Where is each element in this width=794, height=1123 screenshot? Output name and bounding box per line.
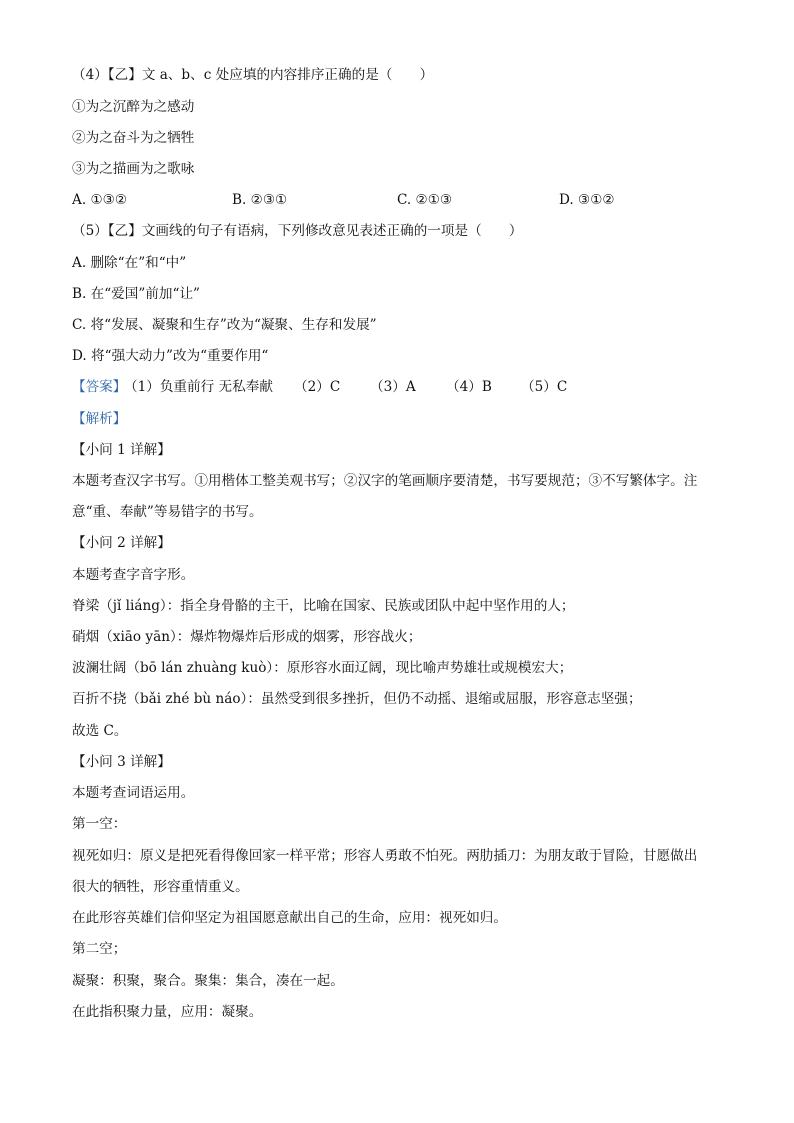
q5-option-d: D. 将“强大动力”改为“重要作用“	[72, 348, 269, 364]
s1-line-1: 本题考查汉字书写。①用楷体工整美观书写；②汉字的笔画顺序要清楚，书写要规范；③不写繁体字。注	[72, 473, 698, 489]
q4-item-1: ①为之沉醉为之感动	[72, 99, 195, 115]
s3-heading: 【小问 3 详解】	[72, 754, 171, 770]
answer-5: （5）C	[521, 379, 568, 395]
q4-option-b: B. ②③①	[232, 192, 288, 208]
s2-intro: 本题考查字音字形。	[72, 567, 195, 583]
q4-option-a: A. ①③②	[72, 192, 128, 208]
answer-1: （1）负重前行 无私奉献	[124, 379, 273, 395]
s2-heading: 【小问 2 详解】	[72, 535, 171, 551]
s3-b1-line-1: 视死如归：原义是把死看得像回家一样平常；形容人勇敢不怕死。两肋插刀：为朋友敢于冒险，甘愿做出	[72, 848, 698, 864]
answer-label: 【答案】	[72, 379, 127, 395]
s2-line-4: 百折不挠（bǎi zhé bù náo）：虽然受到很多挫折，但仍不动摇、退缩或屈服，形容意志坚强；	[72, 691, 642, 707]
q4-option-c: C. ②①③	[397, 192, 453, 208]
q4-option-d: D. ③①②	[559, 192, 615, 208]
s2-line-5: 故选 C。	[72, 723, 128, 739]
answer-4: （4）B	[446, 379, 492, 395]
s2-line-1: 脊梁（jǐ liáng）：指全身骨骼的主干，比喻在国家、民族或团队中起中坚作用的人；	[72, 598, 575, 614]
s2-line-2: 硝烟（xiāo yān）：爆炸物爆炸后形成的烟雾，形容战火；	[72, 629, 422, 645]
s3-b2-line-1: 凝聚：积聚，聚合。聚集：集合，凑在一起。	[72, 973, 344, 989]
q4-item-2: ②为之奋斗为之牺牲	[72, 130, 195, 146]
s3-blank-1: 第一空：	[72, 816, 127, 832]
s3-b1-line-2: 很大的牺牲，形容重情重义。	[72, 879, 249, 895]
q5-option-b: B. 在“爱国”前加“让”	[72, 286, 200, 302]
q5-stem: （5）【乙】文画线的句子有语病，下列修改意见表述正确的一项是（ ）	[72, 223, 523, 239]
s3-b2-line-2: 在此指积聚力量，应用：凝聚。	[72, 1004, 263, 1020]
s3-blank-2: 第二空；	[72, 941, 127, 957]
s1-line-2: 意“重、奉献”等易错字的书写。	[72, 504, 263, 520]
q4-stem: （4）【乙】文 a、b、c 处应填的内容排序正确的是（ ）	[72, 67, 434, 83]
q5-option-a: A. 删除“在”和“中”	[72, 255, 187, 271]
s3-intro: 本题考查词语运用。	[72, 785, 195, 801]
s1-heading: 【小问 1 详解】	[72, 442, 171, 458]
answer-2: （2）C	[294, 379, 341, 395]
s2-line-3: 波澜壮阔（bō lán zhuàng kuò）：原形容水面辽阔，现比喻声势雄壮或规模宏大；	[72, 660, 573, 676]
s3-b1-line-3: 在此形容英雄们信仰坚定为祖国愿意献出自己的生命，应用：视死如归。	[72, 910, 507, 926]
answer-3: （3）A	[370, 379, 416, 395]
q4-item-3: ③为之描画为之歌咏	[72, 161, 195, 177]
q5-option-c: C. 将“发展、凝聚和生存”改为“凝聚、生存和发展”	[72, 317, 377, 333]
analysis-label: 【解析】	[72, 411, 127, 427]
